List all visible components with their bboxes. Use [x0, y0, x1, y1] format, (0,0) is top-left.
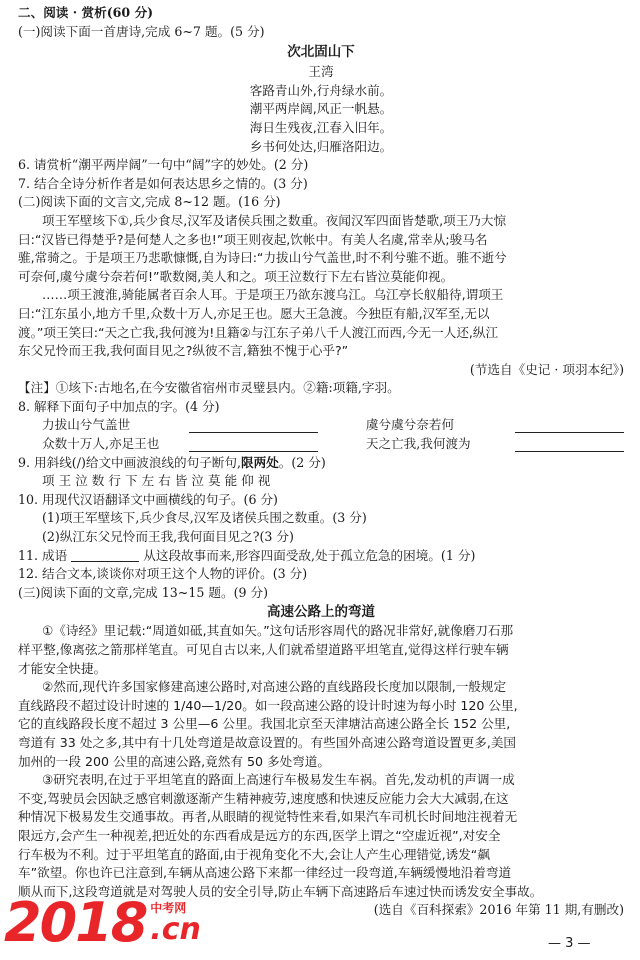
section-heading: 二、阅读 · 赏析(60 分) — [18, 5, 154, 20]
poem-line: 客路青山外,行舟绿水前。 — [249, 82, 393, 98]
q11-prefix: 11. 成语 — [18, 547, 68, 563]
classical-text-line: 可奈何,虞兮虞兮奈若何!”歌数阕,美人和之。项王泣数行下左右皆泣莫能仰视。 — [18, 268, 454, 284]
logo-domain: .cn — [150, 912, 201, 947]
classical-text-line: 东父兄怜而王我,我何面目见之?纵彼不言,籍独不愧于心乎?” — [18, 343, 349, 359]
article-title: 高速公路上的弯道 — [267, 604, 375, 621]
page-number: — 3 — — [548, 936, 591, 951]
article-line: ③研究表明,在过于平坦笔直的路面上高速行车极易发生车祸。首先,发动机的声调一成 — [42, 772, 515, 788]
answer-blank[interactable] — [189, 418, 318, 433]
answer-blank[interactable] — [515, 418, 624, 433]
part2-instruction: (二)阅读下面的文言文,完成 8~12 题。(16 分) — [18, 194, 281, 210]
part3-instruction: (三)阅读下面的文章,完成 13~15 题。(9 分) — [18, 584, 268, 600]
logo-cn: 中考网 — [150, 901, 187, 915]
classical-note: 【注】①垓下:古地名,在今安徽省宿州市灵璧县内。②籍:项籍,字羽。 — [18, 380, 400, 396]
article-line: 限远方,会产生一种视差,把近处的东西看成是远方的东西,医学上谓之“空虚近视”,对安全 — [18, 827, 501, 843]
article-line: 弯道有 33 处之多,其中有十几处弯道是故意设置的。有些国外高速公路弯道设置更多,美国 — [18, 734, 517, 750]
poem-author: 王湾 — [308, 64, 334, 80]
article-line: 样平整,像离弦之箭那样笔直。可见自古以来,人们就希望道路平坦笔直,觉得这样行驶车辆 — [18, 642, 509, 657]
q8-item-right: 虞兮虞兮奈若何 — [365, 417, 455, 433]
q10-item: (1)项王军壁垓下,兵少食尽,汉军及诸侯兵围之数重。(3 分) — [42, 510, 367, 526]
classical-text-line: 项王军壁垓下①,兵少食尽,汉军及诸侯兵围之数重。夜闻汉军四面皆楚歌,项王乃大惊 — [42, 212, 507, 228]
classical-text-line: 曰:“汉皆已得楚乎?是何楚人之多也!”项王则夜起,饮帐中。有美人名虞,常幸从;骏马名 — [18, 231, 488, 247]
exam-page — [18, 4, 624, 920]
article-line: 加州的一段 200 公里的高速公路,竟然有 50 多处弯道。 — [18, 753, 330, 769]
q9-suffix: 。(2 分) — [278, 454, 326, 470]
q9-limit: 限两处 — [241, 454, 279, 470]
question-10: 10. 用现代汉语翻译文中画横线的句子。(6 分) — [18, 491, 278, 507]
poem-line: 海日生残夜,江春入旧年。 — [249, 119, 393, 135]
answer-blank[interactable] — [71, 547, 139, 562]
logo-side — [150, 899, 201, 947]
question-7: 7. 结合全诗分析作者是如何表达思乡之情的。(3 分) — [18, 175, 308, 191]
classical-text-line: 渡。”项王笑曰:“天之亡我,我何渡为!且籍②与江东子弟八千人渡江而西,今无一人还,纵江 — [18, 324, 499, 340]
classical-text-line: 骓,常骑之。于是项王乃悲歌慷慨,自为诗曰:“力拔山兮气盖世,时不利兮骓不逝。骓不逝兮 — [18, 250, 507, 266]
article-line: 行车极为不利。过于平坦笔直的路面,由于视角变化不大,会让人产生心理错觉,诱发“飙 — [18, 846, 490, 862]
classical-text-line: ……项王渡淮,骑能属者百余人耳。于是项王乃欲东渡乌江。乌江亭长舣船待,谓项王 — [42, 287, 504, 303]
article-line: 顺从而下,这段弯道就是对驾驶人员的安全引导,防止车辆下高速路后车速过快而诱发安全事故。 — [18, 883, 543, 899]
site-logo — [4, 891, 201, 954]
answer-blank[interactable] — [189, 437, 318, 452]
article-line: 才能安全快捷。 — [18, 660, 107, 676]
article-line: 它的直线路段长度不超过 3 公里—6 公里。我国北京至天津塘沽高速公路全长 152 公里, — [18, 716, 511, 732]
question-11 — [18, 547, 624, 566]
question-6: 6. 请赏析“潮平两岸阔”一句中“阔”字的妙处。(2 分) — [18, 157, 309, 173]
article-source: (选自《百科探索》2016 年第 11 期,有删改) — [373, 902, 624, 918]
question-9 — [18, 454, 624, 473]
article-line: ①《诗经》里记载:“周道如砥,其直如矢。”这句话形容周代的路况非常好,就像磨刀石那 — [42, 623, 514, 639]
article-line: 种情况下极易发生交通事故。再者,从眼睛的视觉特性来看,如果汽车司机长时间地注视着无 — [18, 809, 518, 825]
question-8: 8. 解释下面句子中加点的字。(4 分) — [18, 398, 220, 414]
poem-line: 潮平两岸阔,风正一帆悬。 — [249, 101, 393, 117]
logo-number: 2018 — [4, 891, 147, 954]
article-line: 直线路段不超过设计时速的 1/40—1/20。如一段高速公路的设计时速为每小时 120 公里, — [18, 697, 518, 713]
classical-source: (节选自《史记 · 项羽本纪》) — [469, 361, 624, 377]
q8-row — [18, 416, 624, 435]
q8-item-right: 天之亡我,我何渡为 — [365, 436, 471, 452]
q8-row — [18, 435, 624, 454]
q9-prefix: 9. 用斜线(/)给文中画波浪线的句子断句, — [18, 454, 241, 470]
q10-item: (2)纵江东父兄怜而王我,我何面目见之?(3 分) — [42, 529, 294, 545]
part1-instruction: (一)阅读下面一首唐诗,完成 6~7 题。(5 分) — [18, 23, 265, 39]
answer-blank[interactable] — [515, 437, 624, 452]
q8-item-left: 力拔山兮气盖世 — [42, 417, 131, 433]
poem-line: 乡书何处达,归雁洛阳边。 — [249, 138, 393, 154]
article-line: ②然而,现代许多国家修建高速公路时,对高速公路的直线路段长度加以限制,一般规定 — [42, 679, 507, 695]
question-12: 12. 结合文本,谈谈你对项王这个人物的评价。(3 分) — [18, 566, 308, 582]
q8-item-left: 众数十万人,亦足王也 — [42, 436, 160, 452]
classical-text-line: 曰:“江东虽小,地方千里,众数十万人,亦足王也。愿大王急渡。今独臣有船,汉军至,无以 — [18, 305, 490, 321]
article-line: 车”欲望。你也许已注意到,车辆从高速公路下来都一律经过一段弯道,车辆缓慢地沿着弯道 — [18, 865, 512, 881]
poem-title: 次北固山下 — [287, 44, 355, 61]
article-line: 不变,驾驶员会因缺乏感官刺激逐渐产生精神疲劳,速度感和快速反应能力会大大减弱,在这 — [18, 790, 509, 806]
q9-sentence: 项 王 泣 数 行 下 左 右 皆 泣 莫 能 仰 视 — [42, 473, 271, 489]
q11-suffix: 从这段故事而来,形容四面受敌,处于孤立危急的困境。(1 分) — [143, 547, 476, 563]
